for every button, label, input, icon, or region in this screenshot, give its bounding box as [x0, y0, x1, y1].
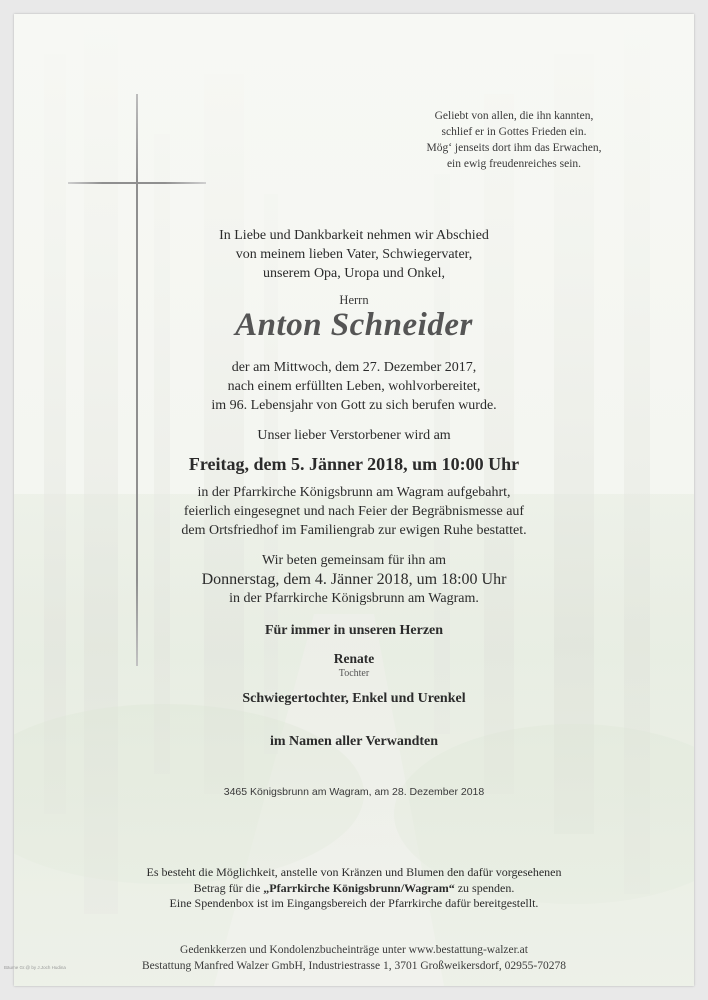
poem-line: Geliebt von allen, die ihn kannten, — [434, 110, 594, 122]
mourner-name: Renate — [333, 651, 375, 666]
funeral-intro: Unser lieber Verstorbener wird am — [257, 428, 451, 443]
funeral-date: Freitag, dem 5. Jänner 2018, um 10:00 Uhr — [188, 454, 520, 474]
death-notice — [154, 358, 554, 415]
funeral-detail-line: in der Pfarrkirche Königsbrunn am Wagram aufgebahrt, — [197, 485, 511, 500]
cross-vertical-bar — [136, 94, 138, 666]
footer-address: Bestattung Manfred Walzer GmbH, Industriestrasse 1, 3701 Großweikersdorf, 02955-70278 — [142, 959, 566, 972]
footer — [104, 943, 604, 974]
intro-line: In Liebe und Dankbarkeit nehmen wir Abschied — [219, 228, 489, 243]
donation-line — [84, 881, 624, 897]
salutation: Herrn — [339, 293, 369, 307]
prayer-location: in der Pfarrkirche Königsbrunn am Wagram. — [229, 591, 479, 606]
prayer-section — [154, 551, 554, 608]
intro-line: unserem Opa, Uropa und Onkel, — [263, 266, 445, 281]
poem-line: Mög‘ jenseits dort ihm das Erwachen, — [426, 142, 602, 154]
mourner-family: Schwiegertochter, Enkel und Urenkel — [242, 691, 466, 706]
obituary-card — [14, 14, 694, 986]
intro-text — [154, 226, 554, 283]
mourner-relation: Tochter — [338, 668, 370, 679]
poem-line: schlief er in Gottes Frieden ein. — [441, 126, 587, 138]
funeral-detail-line: feierlich eingesegnet und nach Feier der Begräbnismesse auf — [183, 504, 525, 519]
donation-line: Es besteht die Möglichkeit, anstelle von Kränzen und Blumen den dafür vorgesehenen — [146, 865, 562, 879]
intro-line: von meinem lieben Vater, Schwiegervater, — [235, 247, 473, 262]
photo-credit: Bäume Gr.@ by J.Joch Hudina — [4, 965, 66, 970]
mourner-relatives: im Namen aller Verwandten — [269, 734, 439, 749]
donation-text: Betrag für die — [193, 880, 264, 895]
donation-recipient: „Pfarrkirche Königsbrunn/Wagram“ — [263, 880, 455, 895]
deceased-name: Anton Schneider — [235, 307, 473, 343]
death-notice-line: nach einem erfüllten Leben, wohlvorbereitet, — [227, 379, 481, 394]
donation-text: zu spenden. — [454, 880, 515, 895]
death-notice-line: der am Mittwoch, dem 27. Dezember 2017, — [231, 360, 477, 375]
footer-website: Gedenkkerzen und Kondolenzbucheinträge unter www.bestattung-walzer.at — [180, 944, 528, 956]
funeral-details — [104, 483, 604, 540]
prayer-date: Donnerstag, dem 4. Jänner 2018, um 18:00 Uhr — [201, 571, 507, 588]
donation-line: Eine Spendenbox ist im Eingangsbereich der Pfarrkirche dafür bereitgestellt. — [169, 896, 539, 910]
death-notice-line: im 96. Lebensjahr von Gott zu sich berufen wurde. — [211, 398, 497, 413]
poem-line: ein ewig freudenreiches sein. — [446, 158, 582, 170]
place-date: 3465 Königsbrunn am Wagram, am 28. Dezember 2018 — [223, 786, 485, 798]
donation-notice — [84, 865, 624, 912]
poem — [364, 108, 664, 172]
funeral-detail-line: dem Ortsfriedhof im Familiengrab zur ewigen Ruhe bestattet. — [181, 523, 527, 538]
cross-horizontal-bar — [68, 182, 206, 184]
mourners-heading: Für immer in unseren Herzen — [264, 623, 444, 638]
prayer-intro: Wir beten gemeinsam für ihn am — [261, 553, 447, 568]
